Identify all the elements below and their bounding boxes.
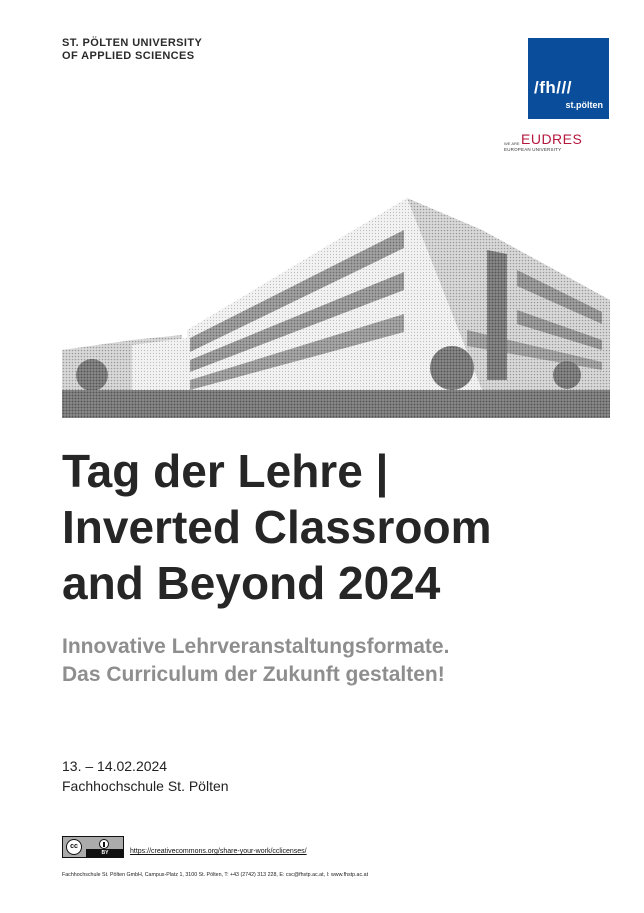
university-name-line-2: OF APPLIED SCIENCES	[62, 50, 195, 62]
university-name	[62, 37, 202, 63]
campus-building-image	[62, 190, 610, 418]
fh-st-poelten-logo	[528, 38, 609, 119]
subtitle	[62, 633, 622, 689]
title-line-3: and Beyond 2024	[62, 557, 441, 609]
logo-sub-text: st.pölten	[565, 100, 603, 110]
cc-license-link[interactable]: https://creativecommons.org/share-your-work/cclicenses/	[130, 848, 307, 855]
eudres-logo	[504, 132, 600, 154]
subtitle-line-1: Innovative Lehrveranstaltungsformate.	[62, 635, 450, 658]
cc-by-badge	[62, 836, 124, 858]
event-info	[62, 756, 229, 796]
title-line-2: Inverted Classroom	[62, 501, 492, 553]
subtitle-line-2: Das Curriculum der Zukunft gestalten!	[62, 663, 445, 686]
eudres-we-are: WE ARE	[504, 141, 520, 146]
page-title	[62, 443, 622, 611]
logo-main-text: /fh///	[534, 78, 572, 97]
university-name-line-1: ST. PÖLTEN UNIVERSITY	[62, 37, 203, 49]
person-icon	[99, 839, 109, 849]
eudres-word: EUDRES	[521, 131, 583, 147]
title-line-1: Tag der Lehre |	[62, 445, 389, 497]
footer-address: Fachhochschule St. Pölten GmbH, Campus-Platz 1, 3100 St. Pölten, T: +43 (2742) 313 228, E: csc@fhstp.ac.at, I: www.fhstp.ac.at	[62, 872, 369, 878]
event-date: 13. – 14.02.2024	[62, 758, 168, 774]
by-label: BY	[86, 849, 124, 857]
event-venue: Fachhochschule St. Pölten	[62, 778, 229, 794]
cc-icon: cc	[66, 839, 82, 855]
eudres-european-university: EUROPEAN UNIVERSITY	[504, 147, 562, 152]
